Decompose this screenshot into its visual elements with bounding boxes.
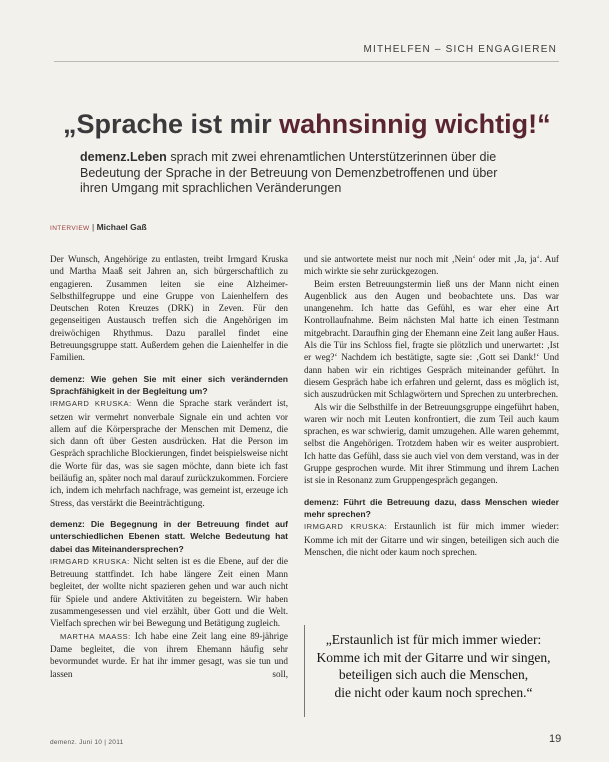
intro-paragraph: Der Wunsch, Angehörige zu entlasten, treibt Irmgard Kruska und Martha Maaß seit Jahren an, sich bürgerschaftlich zu engagieren. Zusammen leiten sie eine Alzheimer-Selbsthilfegruppe und eine Gruppe von Laienhelfern des Deutschen Roten Kreuzes (DRK) in Zeven. Für den gegenseitigen Austausch treffen sich die Angehörigen im dreiwöchigen Rhythmus. Dazu parallel findet eine Betreuungsgruppe statt. Außerdem gehen die Laienhelfer in die Familien.: [50, 254, 288, 363]
page-number: 19: [549, 733, 562, 745]
question-text: Wie gehen Sie mit einer sich verändernden Sprachfähigkeit in der Begleitung um?: [50, 373, 288, 396]
speaker-name: MARTHA MAASS:: [60, 631, 131, 641]
answer-4: [304, 520, 559, 558]
pull-quote-line: die nicht oder kaum noch sprechen.“: [334, 684, 533, 700]
footer-issue: demenz. Juni 10 | 2011: [50, 739, 124, 746]
answer-3: [50, 630, 288, 680]
pull-quote-line: „Erstaunlich ist für mich immer wieder:: [325, 632, 542, 647]
byline: [50, 222, 147, 232]
answer-3-paragraph-2: Beim ersten Betreuungstermin ließ uns der Mann nicht einen Augenblick aus den Augen und beobachtete uns. Das war unangenehm. Ich hatte das Gefühl, es war eher eine Art Kontrollaufnahme. Beim nächsten Mal hatte ich einen Testmann mitgebracht. Daraufhin ging der Ehemann eine Zeit lang außer Haus. Als die Tür ins Schloss fiel, fragte sie plötzlich und unerwartet: ‚Ist er weg?‘ Nachdem ich bestätigte, sagte sie: ‚Gott sei Dank!‘ Und dann haben wir ein richtiges Gespräch miteinander geführt. In diesem Gespräch habe ich erfahren und gelernt, dass es möglich ist, sich auszudrücken mit Schlagwörtern und Sprechen zu unterbrechen.: [304, 278, 559, 400]
answer-2: [50, 555, 288, 630]
left-column: [50, 253, 288, 680]
answer-3-continued: und sie antwortete meist nur noch mit ‚Nein‘ oder mit ‚Ja, ja‘. Auf mich wirkte sie sehr zurückgezogen.: [304, 254, 559, 277]
speaker-name: IRMGARD KRUSKA:: [50, 399, 132, 409]
lead-brand: demenz.Leben: [80, 150, 167, 164]
question-text: Die Begegnung in der Betreuung findet auf unterschiedlichen Ebenen statt. Welche Bedeutung hat dabei das Miteinandersprechen?: [50, 518, 288, 554]
title-lead: „Sprache ist mir: [63, 109, 280, 139]
speaker-name: IRMGARD KRUSKA:: [50, 556, 130, 566]
answer-text: Wenn die Sprache stark verändert ist, setzen wir vermehrt nonverbale Signale ein und achten vor allem auf die Körpersprache der Menschen mit Demenz, die sich dann oft über Gesten ausdrücken. Hat die Person im Gespräch sprachliche Blockierungen, findet beispielsweise nicht die Worte für das, was sie sagen möchte, dann biete ich fast beiläufig an, später noch mal darauf zurückzukommen. Forciere ich, indem ich mehrfach nachfrage, was gemeint ist, erzeuge ich Stress, das verstärkt die Beeinträchtigung.: [50, 398, 288, 508]
speaker-name: IRMGARD KRUSKA:: [304, 522, 388, 532]
question-prefix: demenz:: [304, 496, 339, 507]
answer-3-paragraph-3: Als wir die Selbsthilfe in der Betreuungsgruppe eingeführt haben, waren wir noch mit Leuten konfrontiert, die zum Teil auch kaum sprachen, es war schwierig, damit umzugehen. Alle waren gehemmt, selbst die Angehörigen. Trotzdem haben wir es weiter ausprobiert. Ich hatte das Gefühl, dass sie auch viel von dem verstand, was in der Gruppe gesprochen wurde. Mit ihrer Stimmung und ihrem Lachen ist sie in Resonanz zum Gruppengespräch gegangen.: [304, 401, 559, 486]
answer-text: Nicht selten ist es die Ebene, auf der die Betreuung stattfindet. Ich habe längere Zeit einen Mann begleitet, der wollte nicht spazieren gehen und war auch nicht für Spiele und andere Aktivitäten zu begeistern. Wir haben zusammengesessen und viel erzählt, über Gott und die Welt. Vielfach sprechen wir bei Bewegung und Betätigung zugleich.: [50, 555, 289, 629]
lead-text: sprach mit zwei ehrenamtlichen Unterstützerinnen über die Bedeutung der Sprache in der Betreuung von Demenzbetroffenen und über ihren Umgang mit sprachlichen Veränderungen: [80, 150, 498, 195]
article-lead: [80, 150, 528, 197]
question-1: [50, 373, 288, 398]
answer-text: Erstaunlich ist für mich immer wieder: Komme ich mit der Gitarre und wir singen, beteiligen sich auch die Menschen, die nicht oder kaum noch sprechen.: [304, 521, 560, 557]
question-text: Führt die Betreuung dazu, dass Menschen wieder mehr sprechen?: [304, 496, 560, 519]
byline-author: Michael Gaß: [96, 222, 147, 232]
title-emphasis: wahnsinnig wichtig!“: [279, 109, 551, 139]
byline-separator: |: [91, 222, 95, 232]
answer-1: [50, 397, 288, 509]
pull-quote: [304, 625, 562, 717]
right-column: [304, 253, 559, 558]
pull-quote-line: Komme ich mit der Gitarre und wir singen,: [316, 649, 551, 665]
header-rule: [54, 61, 559, 62]
question-prefix: demenz:: [50, 373, 85, 384]
byline-label: INTERVIEW: [50, 225, 90, 232]
article-title: [63, 108, 551, 140]
question-2: [50, 518, 288, 555]
answer-text: Ich habe eine Zeit lang eine 89-jährige Dame begleitet, die von ihrem Ehemann häufig sehr bevormundet wurde. Er hat ihr immer gesagt, was sie tun und lassen soll,: [50, 630, 289, 679]
pull-quote-line: beteiligen sich auch die Menschen,: [338, 667, 529, 682]
section-header: MITHELFEN – SICH ENGAGIEREN: [363, 44, 557, 55]
question-prefix: demenz:: [50, 518, 85, 529]
question-3: [304, 496, 559, 521]
